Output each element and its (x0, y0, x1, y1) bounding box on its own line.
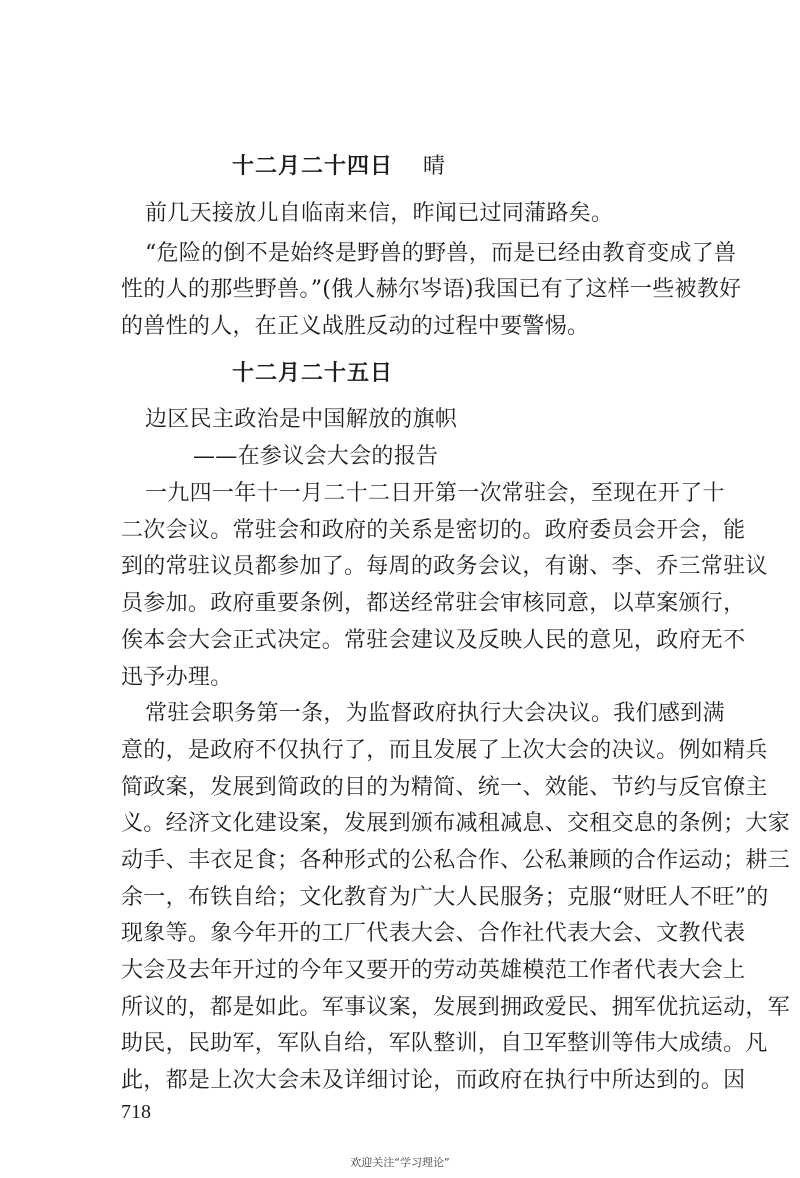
paragraph-line: 迅予办理。 (121, 665, 233, 690)
paragraph-line: 俟本会大会正式决定。常驻会建议及反映人民的意见，政府无不 (121, 628, 746, 653)
paragraph-line: 动手、丰衣足食；各种形式的公私合作、公私兼顾的合作运动；耕三 (121, 848, 791, 873)
page-number: 718 (121, 1101, 151, 1123)
paragraph-line: 到的常驻议员都参加了。每周的政务会议，有谢、李、乔三常驻议 (121, 554, 768, 579)
paragraph-line: 一九四一年十一月二十二日开第一次常驻会，至现在开了十 (145, 481, 725, 506)
paragraph-line: 员参加。政府重要条例，都送经常驻会审核同意，以草案颁行， (121, 591, 746, 616)
paragraph-line: 义。经济文化建设案，发展到颁布减租减息、交租交息的条例；大家 (121, 811, 791, 836)
paragraph-line: 此，都是上次大会未及详细讨论，而政府在执行中所达到的。因 (121, 1068, 746, 1093)
entry-weather: 晴 (423, 154, 447, 179)
article-subtitle: ——在参议会大会的报告 (193, 444, 439, 469)
paragraph-line: 简政案，发展到简政的目的为精简、统一、效能、节约与反官僚主 (121, 775, 768, 800)
entry-date: 十二月二十四日 (232, 153, 394, 179)
paragraph-line: 前几天接放儿自临南来信，昨闻已过同蒲路矣。 (145, 201, 614, 226)
paragraph-line: 余一，布铁自给；文化教育为广大人民服务；克服“财旺人不旺”的 (121, 885, 769, 910)
entry-date-heading (232, 359, 393, 387)
article-title: 边区民主政治是中国解放的旗帜 (145, 407, 458, 432)
paragraph-line: 意的，是政府不仅执行了，而且发展了上次大会的决议。例如精兵 (121, 738, 768, 763)
footer-text: 欢迎关注“学习理论” (350, 1156, 450, 1169)
paragraph-line: “危险的倒不是始终是野兽的野兽，而是已经由教育变成了兽 (145, 241, 737, 266)
paragraph-line: 所议的，都是如此。军事议案，发展到拥政爱民、拥军优抗运动，军 (121, 995, 791, 1020)
entry-date: 十二月二十五日 (232, 360, 394, 386)
paragraph-line: 大会及去年开过的今年又要开的劳动英雄模范工作者代表大会上 (121, 958, 746, 983)
paragraph-line: 二次会议。常驻会和政府的关系是密切的。政府委员会开会，能 (121, 518, 746, 543)
paragraph-line: 现象等。象今年开的工厂代表大会、合作社代表大会、文教代表 (121, 921, 746, 946)
entry-date-heading (232, 152, 446, 181)
paragraph-line: 的兽性的人，在正义战胜反动的过程中要警惕。 (121, 314, 590, 339)
paragraph-line: 常驻会职务第一条，为监督政府执行大会决议。我们感到满 (145, 701, 725, 726)
paragraph-line: 助民，民助军，军队自给，军队整训，自卫军整训等伟大成绩。凡 (121, 1031, 768, 1056)
paragraph-line: 性的人的那些野兽。”(俄人赫尔岑语)我国已有了这样一些被教好 (121, 277, 742, 302)
